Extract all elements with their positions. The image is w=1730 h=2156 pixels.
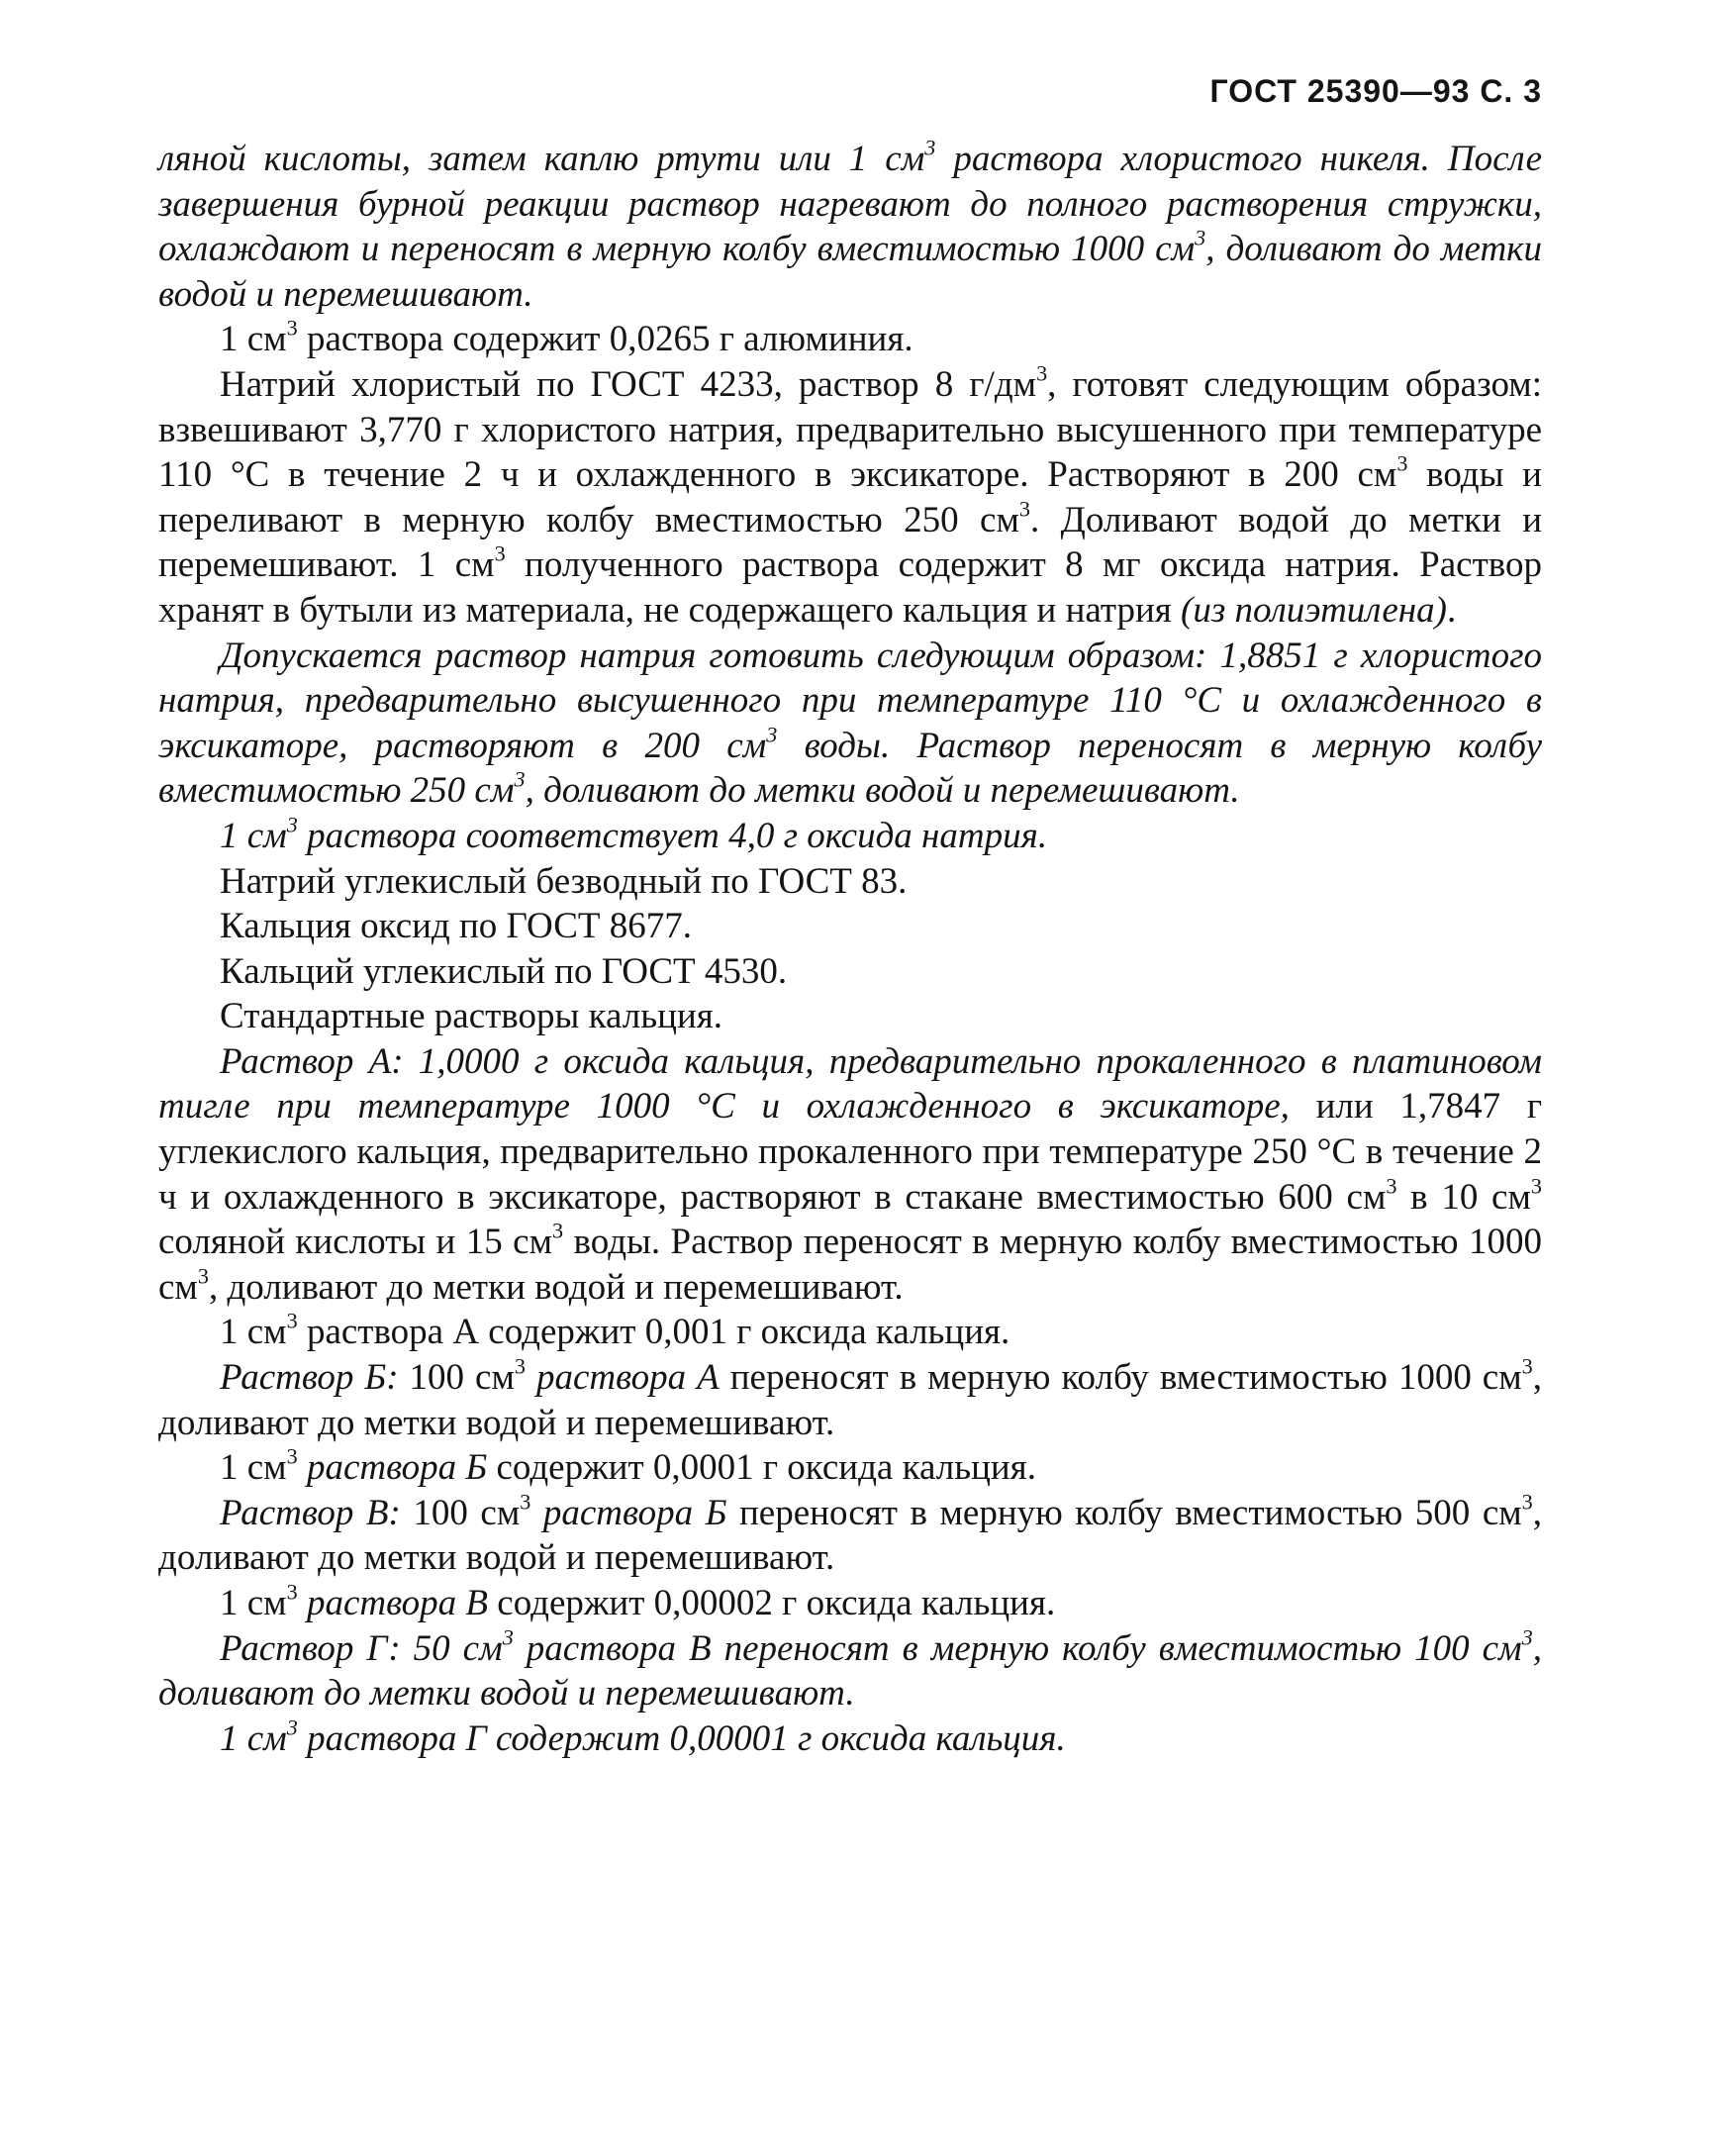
text-run: 1 см xyxy=(220,1447,287,1489)
superscript: 3 xyxy=(1195,225,1206,250)
text-run: 100 см xyxy=(398,1357,515,1399)
text-run: , готовят следующим образом: взвешивают 3,770 г хлористого натрия, предварительно высушенного при температуре 110 °С в течение 2 ч и охлажденного в эксикаторе. Растворяют в 200 см xyxy=(158,363,1542,496)
text-run: , доливают до метки водой и перемешивают. xyxy=(208,1266,904,1308)
text-run: 1 см xyxy=(220,815,287,856)
text-run: Раствор А: 1,0000 г оксида кальция, предварительно прокаленного в платиновом тигле при температуре 1000 °С и охлажденного в эксикаторе, xyxy=(158,1040,1542,1127)
text-run: соляной кислоты и 15 см xyxy=(158,1222,553,1263)
paragraph-p5 xyxy=(158,814,1542,859)
text-run: раствора Б xyxy=(297,1447,488,1489)
superscript: 3 xyxy=(514,1353,526,1379)
paragraph-p16 xyxy=(158,1626,1542,1716)
paragraph-p9 xyxy=(158,994,1542,1039)
superscript: 3 xyxy=(766,722,778,747)
paragraph-p7 xyxy=(158,904,1542,949)
text-run: , доливают до метки водой и перемешивают. xyxy=(158,1492,1542,1579)
superscript: 3 xyxy=(286,812,298,837)
paragraph-p3 xyxy=(158,362,1542,634)
text-run: 1 см xyxy=(220,1717,287,1759)
superscript: 3 xyxy=(520,1489,531,1515)
superscript: 3 xyxy=(514,766,526,792)
text-run: раствора хлористого никеля. После завершения бурной реакции раствор нагревают до полного растворения стружки, охлаждают и переносят в мерную колбу вместимостью 1000 см xyxy=(158,139,1542,270)
paragraph-p17 xyxy=(158,1716,1542,1762)
paragraph-p15 xyxy=(158,1581,1542,1626)
superscript: 3 xyxy=(286,1443,298,1469)
paragraph-p8 xyxy=(158,949,1542,995)
paragraph-p13 xyxy=(158,1445,1542,1491)
superscript: 3 xyxy=(286,1715,298,1740)
text-run: 1 см xyxy=(220,1312,287,1353)
paragraph-p11 xyxy=(158,1310,1542,1355)
text-run: раствора Г содержит 0,00001 г оксида кальция. xyxy=(297,1717,1066,1759)
superscript: 3 xyxy=(197,1263,209,1289)
superscript: 3 xyxy=(1396,450,1408,476)
superscript: 3 xyxy=(1521,1489,1533,1515)
text-run: воды. Раствор переносят в мерную колбу вместимостью 1000 см xyxy=(158,1222,1542,1308)
text-run: Натрий хлористый по ГОСТ 4233, раствор 8 г/дм xyxy=(220,363,1037,405)
text-run: переносят в мерную колбу вместимостью 1000 см xyxy=(719,1357,1522,1399)
superscript: 3 xyxy=(1530,1173,1542,1199)
text-run: . xyxy=(1446,589,1457,631)
paragraph-p12 xyxy=(158,1355,1542,1445)
text-run: Кальция оксид по ГОСТ 8677. xyxy=(220,906,692,947)
text-run: 1 см xyxy=(220,319,287,360)
text-run: , доливают до метки водой и перемешивают. xyxy=(158,1357,1542,1443)
superscript: 3 xyxy=(494,540,506,566)
text-run: раствора содержит 0,0265 г алюминия. xyxy=(297,319,913,360)
text-run: Натрий углекислый безводный по ГОСТ 83. xyxy=(220,860,908,902)
superscript: 3 xyxy=(1386,1173,1397,1199)
superscript: 3 xyxy=(924,135,936,160)
text-run: 1 см xyxy=(220,1583,287,1623)
paragraph-p10 xyxy=(158,1039,1542,1311)
paragraph-p2 xyxy=(158,317,1542,362)
text-run: переносят в мерную колбу вместимостью 500 см xyxy=(726,1492,1522,1533)
text-run: (из полиэтилена) xyxy=(1181,589,1447,631)
text-run: Стандартные растворы кальция. xyxy=(220,996,723,1037)
superscript: 3 xyxy=(552,1218,564,1243)
text-run: воды и переливают в мерную колбу вместимостью 250 см xyxy=(158,454,1542,540)
text-run: ляной кислоты, затем каплю ртути или 1 см xyxy=(158,139,925,179)
superscript: 3 xyxy=(1521,1624,1533,1650)
text-run: Кальций углекислый по ГОСТ 4530. xyxy=(220,950,788,992)
text-run: Раствор Б: xyxy=(220,1357,399,1399)
text-run: раствора соответствует 4,0 г оксида натрия. xyxy=(297,815,1048,856)
superscript: 3 xyxy=(286,1579,298,1605)
text-run: . Доливают водой до метки и перемешивают. 1 см xyxy=(158,499,1542,586)
superscript: 3 xyxy=(286,315,298,341)
text-run: воды. Раствор переносят в мерную колбу вместимостью 250 см xyxy=(158,725,1542,812)
paragraph-p14 xyxy=(158,1491,1542,1581)
text-run: , доливают до метки водой и перемешивают. xyxy=(525,770,1240,812)
superscript: 3 xyxy=(286,1308,298,1333)
superscript: 3 xyxy=(502,1624,514,1650)
paragraph-p4 xyxy=(158,634,1542,814)
text-run: полученного раствора содержит 8 мг оксида натрия. Раствор хранят в бутыли из материала, не содержащего кальция и натрия xyxy=(158,544,1542,631)
text-run: раствора В переносят в мерную колбу вместимостью 100 см xyxy=(513,1627,1522,1669)
document-body xyxy=(158,137,1542,1761)
text-run: раствора А xyxy=(525,1357,720,1399)
text-run: , доливают до метки водой и перемешивают. xyxy=(158,1627,1542,1715)
paragraph-p1 xyxy=(158,137,1542,317)
superscript: 3 xyxy=(1521,1353,1533,1379)
page-header: ГОСТ 25390—93 С. 3 xyxy=(1209,73,1542,109)
text-run: содержит 0,0001 г оксида кальция. xyxy=(487,1447,1036,1489)
paragraph-p6 xyxy=(158,859,1542,905)
text-run: Раствор В: xyxy=(220,1492,401,1533)
text-run: раствора А содержит 0,001 г оксида кальция. xyxy=(297,1312,1010,1353)
text-run: или 1,7847 г углекислого кальция, предварительно прокаленного при температуре 250 °С в течение 2 ч и охлажденного в эксикаторе, растворяют в стакане вместимостью 600 см xyxy=(158,1086,1542,1218)
superscript: 3 xyxy=(1018,496,1030,522)
text-run: Допускается раствор натрия готовить следующим образом: 1,8851 г хлористого натрия, предварительно высушенного при температуре 110 °С и охлажденного в эксикаторе, растворяют в 200 см xyxy=(158,635,1542,766)
text-run: раствора Б xyxy=(530,1492,727,1533)
text-run: Раствор Г: 50 см xyxy=(220,1627,503,1669)
text-run: раствора В xyxy=(297,1583,489,1623)
text-run: в 10 см xyxy=(1396,1176,1531,1218)
text-run: 100 см xyxy=(400,1492,521,1533)
text-run: , доливают до метки водой и перемешивают. xyxy=(158,229,1542,315)
superscript: 3 xyxy=(1036,360,1048,386)
text-run: содержит 0,00002 г оксида кальция. xyxy=(488,1583,1056,1623)
